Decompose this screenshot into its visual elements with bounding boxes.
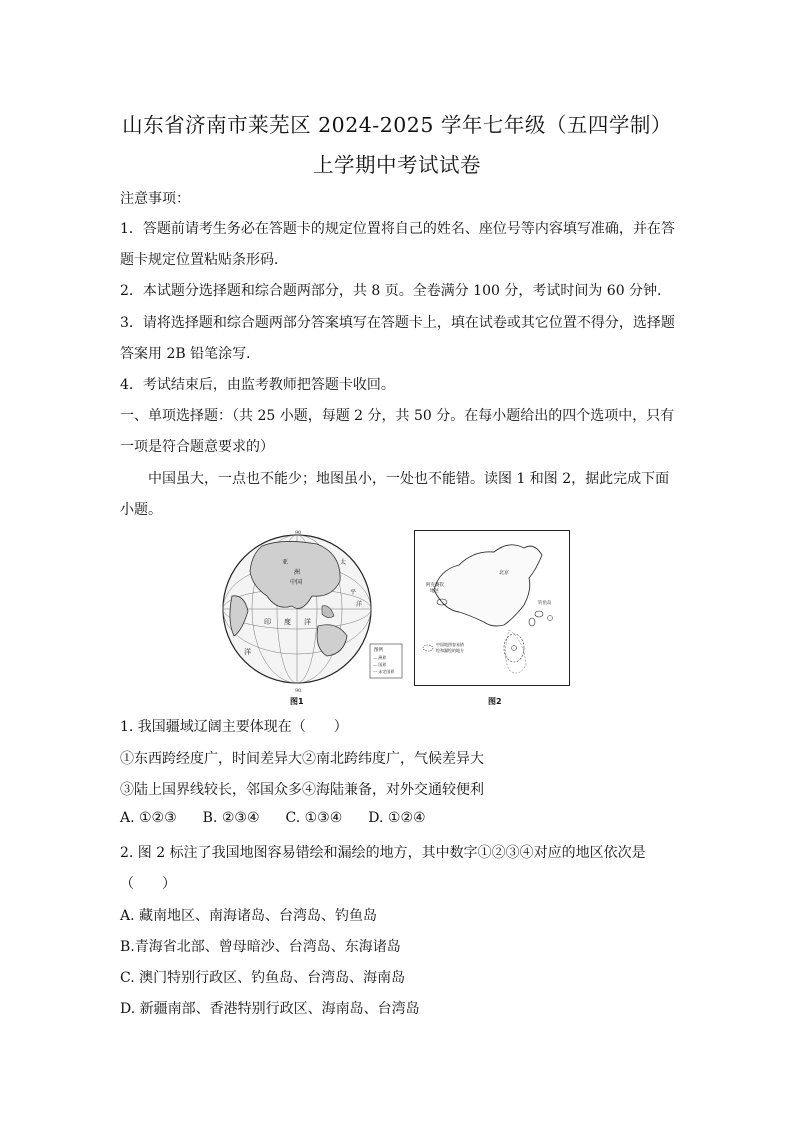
china-map-figure [414,530,570,686]
globe-label: 太 [340,559,347,566]
option-b[interactable]: B. ②③④ [202,810,260,826]
notice-line: 答案用 2B 铅笔涂写． [120,346,261,362]
globe-label: 度 [284,618,291,626]
section-heading: 一项是符合题意要求的） [120,439,274,455]
page-subtitle: 上学期中考试试卷 [313,153,481,177]
option-d[interactable]: D. ①②④ [368,810,426,826]
legend-item: --- 未定国界 [373,669,395,674]
globe-label: 平 [350,589,357,596]
map-label: 钓鱼岛 [538,601,552,606]
notice-line: 1．答题前请考生务必在答题卡的规定位置将自己的姓名、座位号等内容填写准确，并在答 [120,221,675,237]
section-heading: 一、单项选择题：（共 25 小题，每题 2 分，共 50 分。在每小题给出的四个选项中，只有 [120,408,675,424]
question-2-stem: 2. 图 2 标注了我国地图容易错绘和漏绘的地方，其中数字①②③④对应的地区依次是 [120,845,646,861]
option-d[interactable]: D. 新疆南部、香港特别行政区、海南岛、台湾岛 [120,1001,420,1017]
legend-title: 图例 [374,648,383,653]
figures-area [0,526,794,706]
option-c[interactable]: C. ①③④ [285,810,343,826]
question-1-options [120,810,452,826]
globe-label: 中国 [290,579,303,586]
notice-line: 题卡规定位置粘贴条形码． [120,252,288,268]
globe-label: 洋 [304,618,311,626]
question-1-statement: ③陆上国界线较长，邻国众多④海陆兼备，对外交通较便利 [120,782,484,798]
page-title: 山东省济南市莱芜区 2024-2025 学年七年级（五四学制） [122,113,672,137]
notice-line: 2．本试题分选择题和综合题两部分，共 8 页。全卷满分 100 分，考试时间为 60 分钟． [120,283,672,299]
globe-label: 90 [295,688,302,694]
question-1-statement: ①东西跨经度广，时间差异大②南北跨纬度广，气候差异大 [120,751,484,767]
notice-heading: 注意事项： [120,191,190,207]
intro-text: 中国虽大，一点也不能少；地图虽小，一处也不能错。读图 1 和图 2，据此完成下面 [148,471,670,487]
map-legend-text: 绘和漏绘的地方 [436,648,464,653]
globe-label: 印 [264,618,271,626]
option-b[interactable]: B.青海省北部、曾母暗沙、台湾岛、东海诸岛 [120,939,401,955]
map-label: 阿克赛钦 [426,583,444,588]
notice-line: 4．考试结束后，由监考教师把答题卡收回。 [120,377,395,393]
figure2-label: 图2 [488,697,502,706]
globe-label: 洲 [294,569,301,576]
option-c[interactable]: C. 澳门特别行政区、钓鱼岛、台湾岛、海南岛 [120,970,406,986]
globe-label: 亚 [282,559,289,566]
legend-item: — 洲界 [373,655,387,660]
globe-label: 洋 [244,648,251,656]
map-label: 北京 [499,570,510,576]
option-a[interactable]: A. 藏南地区、南海诸岛、台湾岛、钓鱼岛 [120,908,378,924]
notice-line: 3．请将选择题和综合题两部分答案填写在答题卡上，填在试卷或其它位置不得分，选择题 [120,315,675,331]
globe-label: 洋 [356,601,363,608]
figure1-label: 图1 [290,697,304,706]
intro-text: 小题。 [120,502,162,518]
option-a[interactable]: A. ①②③ [120,810,177,826]
map-label: 地区 [430,589,439,594]
legend-item: — 国界 [373,662,387,667]
question-2-stem-cont: （ ） [120,876,176,892]
globe-map-figure [222,526,404,696]
globe-label: 90 [295,530,302,536]
map-legend-text: 中国地图容易错 [436,642,464,647]
question-1-stem: 1. 我国疆域辽阔主要体现在（ ） [120,719,348,735]
